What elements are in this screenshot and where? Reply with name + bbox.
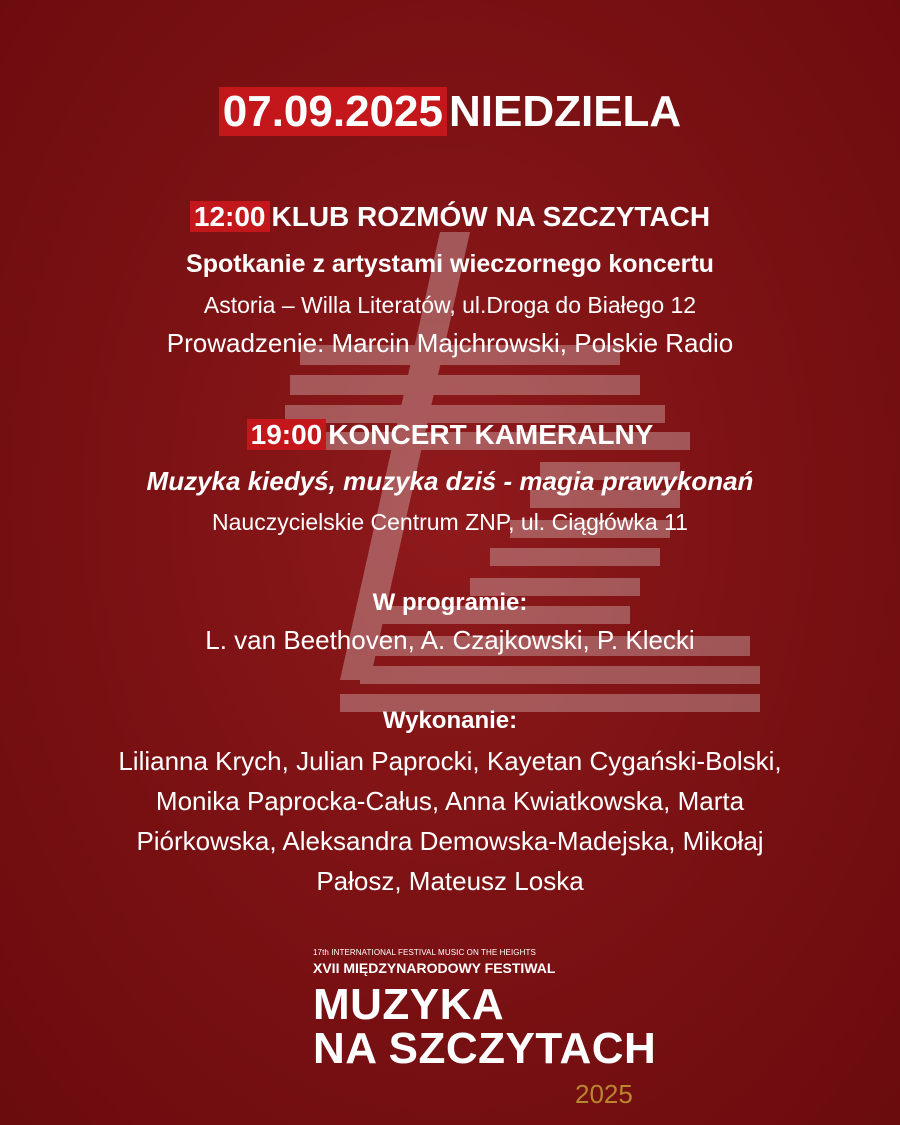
festival-logo xyxy=(313,948,657,1109)
performers-line: Lilianna Krych, Julian Paprocki, Kayetan Cygański-Bolski, xyxy=(118,746,782,776)
performers-label: Wykonanie: xyxy=(382,707,518,734)
festival-name-line1: MUZYKA xyxy=(313,980,505,1029)
event1-subtitle: Spotkanie z artystami wieczornego koncertu xyxy=(186,250,714,278)
event1-host: Prowadzenie: Marcin Majchrowski, Polskie Radio xyxy=(166,328,734,358)
festival-edition: XVII MIĘDZYNARODOWY FESTIWAL xyxy=(313,960,556,976)
event2-subtitle: Muzyka kiedyś, muzyka dziś - magia prawykonań xyxy=(146,466,754,496)
date-highlight: 07.09.2025 xyxy=(219,87,447,136)
event2-venue: Nauczycielskie Centrum ZNP, ul. Ciągłówka 11 xyxy=(212,509,688,535)
event1-time: 12:00 xyxy=(190,201,270,232)
event1-venue: Astoria – Willa Literatów, ul.Droga do Białego 12 xyxy=(203,292,697,318)
performers-line: Monika Paprocka-Całus, Anna Kwiatkowska, Marta xyxy=(155,786,745,816)
event1-title: KLUB ROZMÓW NA SZCZYTACH xyxy=(271,201,711,232)
performers-line: Pałosz, Mateusz Loska xyxy=(316,866,584,896)
program-label: W programie: xyxy=(372,589,528,616)
program-composers: L. van Beethoven, A. Czajkowski, P. Klecki xyxy=(205,625,695,655)
festival-name-line2: NA SZCZYTACH xyxy=(313,1024,657,1073)
event2-heading xyxy=(0,416,900,454)
performers-line: Piórkowska, Aleksandra Demowska-Madejska, Mikołaj xyxy=(136,826,764,856)
event1-heading xyxy=(0,198,900,236)
date-heading xyxy=(0,84,900,140)
weekday: NIEDZIELA xyxy=(448,87,682,136)
event2-time: 19:00 xyxy=(247,419,327,450)
event2-title: KONCERT KAMERALNY xyxy=(328,419,654,450)
festival-year: 2025 xyxy=(575,1079,633,1109)
festival-english-name: 17th INTERNATIONAL FESTIVAL MUSIC ON THE HEIGHTS xyxy=(313,948,536,957)
